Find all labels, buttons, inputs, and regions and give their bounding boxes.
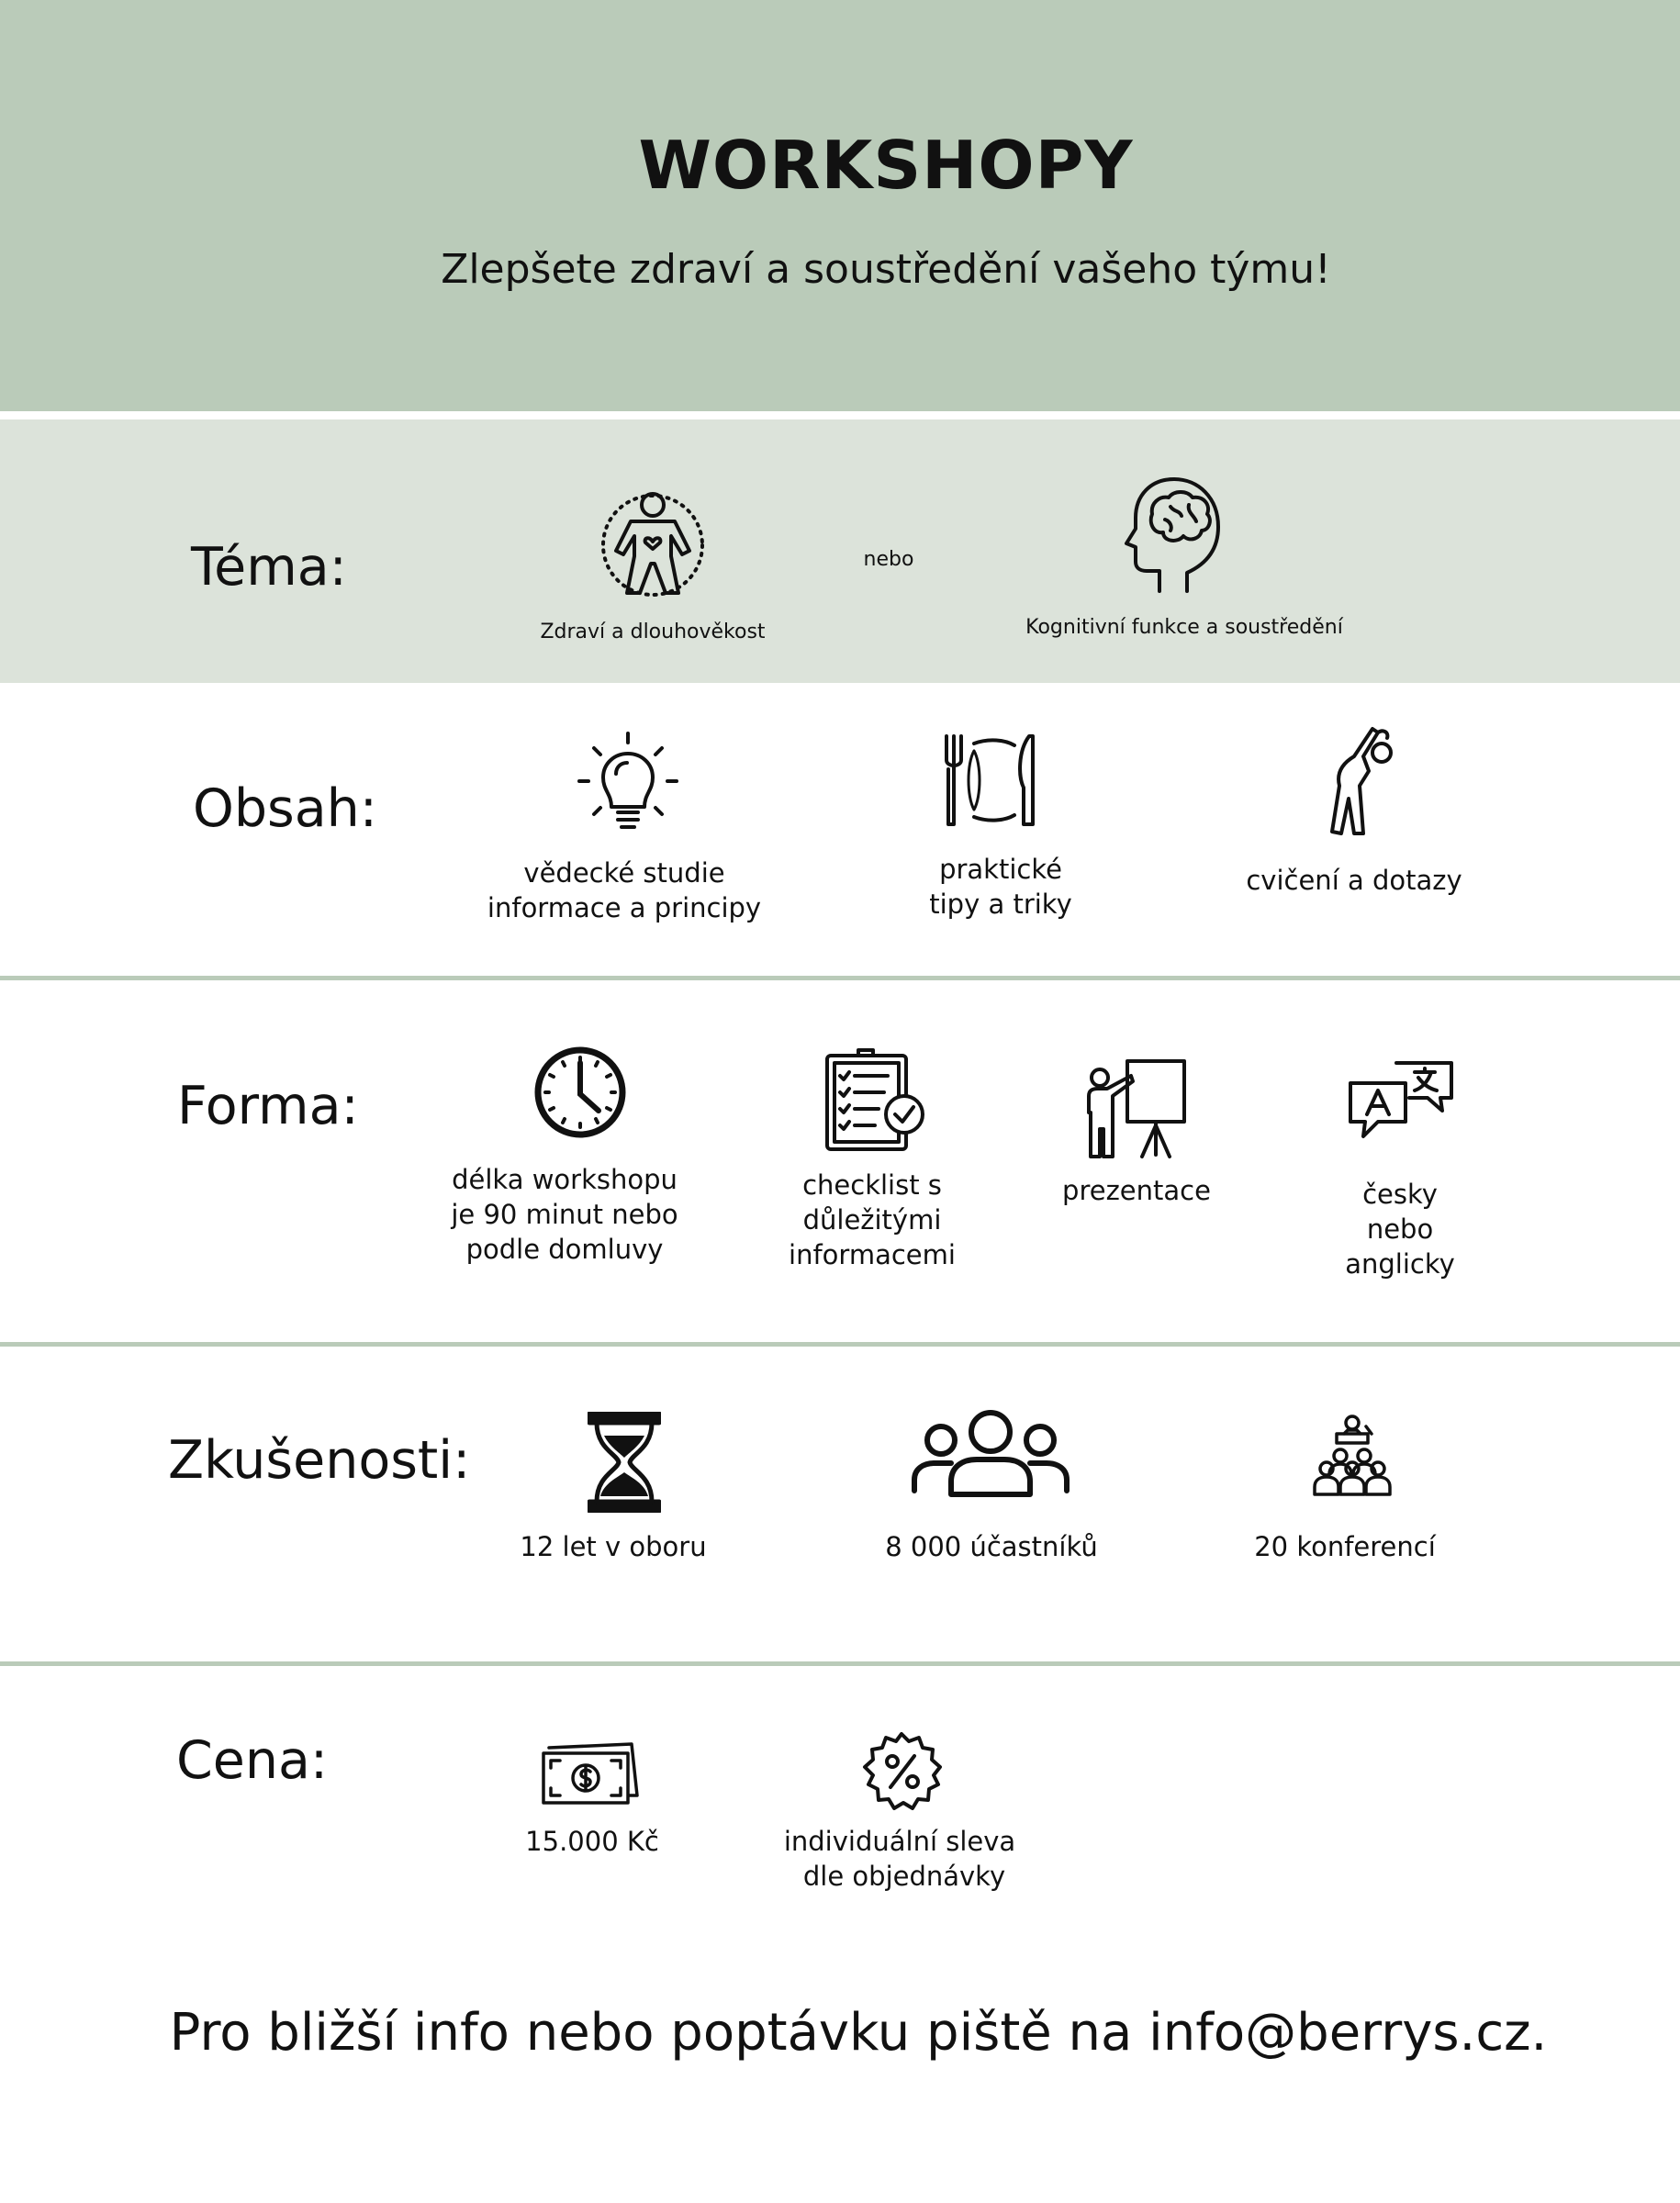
forma-label: Forma: [177, 1076, 359, 1136]
zkusenosti-caption: 12 let v oboru [520, 1531, 707, 1562]
body-heart-icon [597, 486, 709, 606]
obsah-caption-line: vědecké studie [523, 857, 725, 889]
discount-badge-icon [861, 1730, 942, 1811]
tema-label: Téma: [191, 537, 347, 598]
tema-option-caption: Zdraví a dlouhověkost [540, 621, 766, 643]
zkusenosti-label: Zkušenosti: [168, 1430, 471, 1491]
people-group-icon [911, 1410, 1070, 1498]
forma-caption-line: délka workshopu [452, 1164, 678, 1195]
zkusenosti-caption: 20 konferencí [1254, 1531, 1436, 1562]
lightbulb-icon [574, 730, 682, 838]
presentation-icon [1085, 1056, 1188, 1160]
plate-cutlery-icon [941, 732, 1038, 828]
cena-caption-line: 15.000 Kč [525, 1826, 659, 1857]
divider [0, 976, 1680, 980]
obsah-caption-line: cvičení a dotazy [1246, 865, 1462, 896]
stretching-person-icon [1327, 725, 1394, 835]
forma-caption-line: informacemi [789, 1239, 956, 1270]
obsah-label: Obsah: [193, 778, 378, 839]
obsah-caption-line: praktické [939, 854, 1062, 885]
page-title: WORKSHOPY [638, 127, 1134, 204]
page-subtitle: Zlepšete zdraví a soustředění vašeho týmu! [441, 246, 1331, 293]
forma-caption-line: checklist s [802, 1169, 942, 1201]
checklist-icon [823, 1046, 928, 1153]
head-brain-icon [1122, 475, 1225, 595]
cena-caption-line: dle objednávky [802, 1861, 1006, 1892]
tema-option-caption: Kognitivní funkce a soustředění [1025, 616, 1343, 639]
forma-caption-line: podle domluvy [465, 1234, 664, 1265]
cena-label: Cena: [176, 1730, 329, 1791]
tema-separator: nebo [863, 548, 914, 571]
forma-caption-line: prezentace [1062, 1175, 1211, 1206]
conference-icon [1311, 1414, 1394, 1498]
divider [0, 1661, 1680, 1666]
forma-caption-line: česky [1362, 1179, 1438, 1210]
cena-caption-line: individuální sleva [783, 1826, 1016, 1857]
forma-caption-line: je 90 minut nebo [451, 1199, 678, 1230]
obsah-caption-line: tipy a triky [929, 889, 1072, 920]
divider [0, 1342, 1680, 1347]
header-band [0, 0, 1680, 411]
hourglass-icon [588, 1412, 661, 1513]
clock-icon [532, 1045, 628, 1140]
contact-footer: Pro bližší info nebo poptávku piště na info@berrys.cz. [169, 2003, 1548, 2063]
translate-icon [1345, 1057, 1457, 1140]
zkusenosti-caption: 8 000 účastníků [885, 1531, 1098, 1562]
forma-caption-line: důležitými [802, 1204, 942, 1236]
banknote-icon [540, 1742, 641, 1806]
forma-caption-line: nebo [1366, 1213, 1434, 1245]
forma-caption-line: anglicky [1345, 1248, 1455, 1280]
obsah-caption-line: informace a principy [487, 892, 762, 923]
